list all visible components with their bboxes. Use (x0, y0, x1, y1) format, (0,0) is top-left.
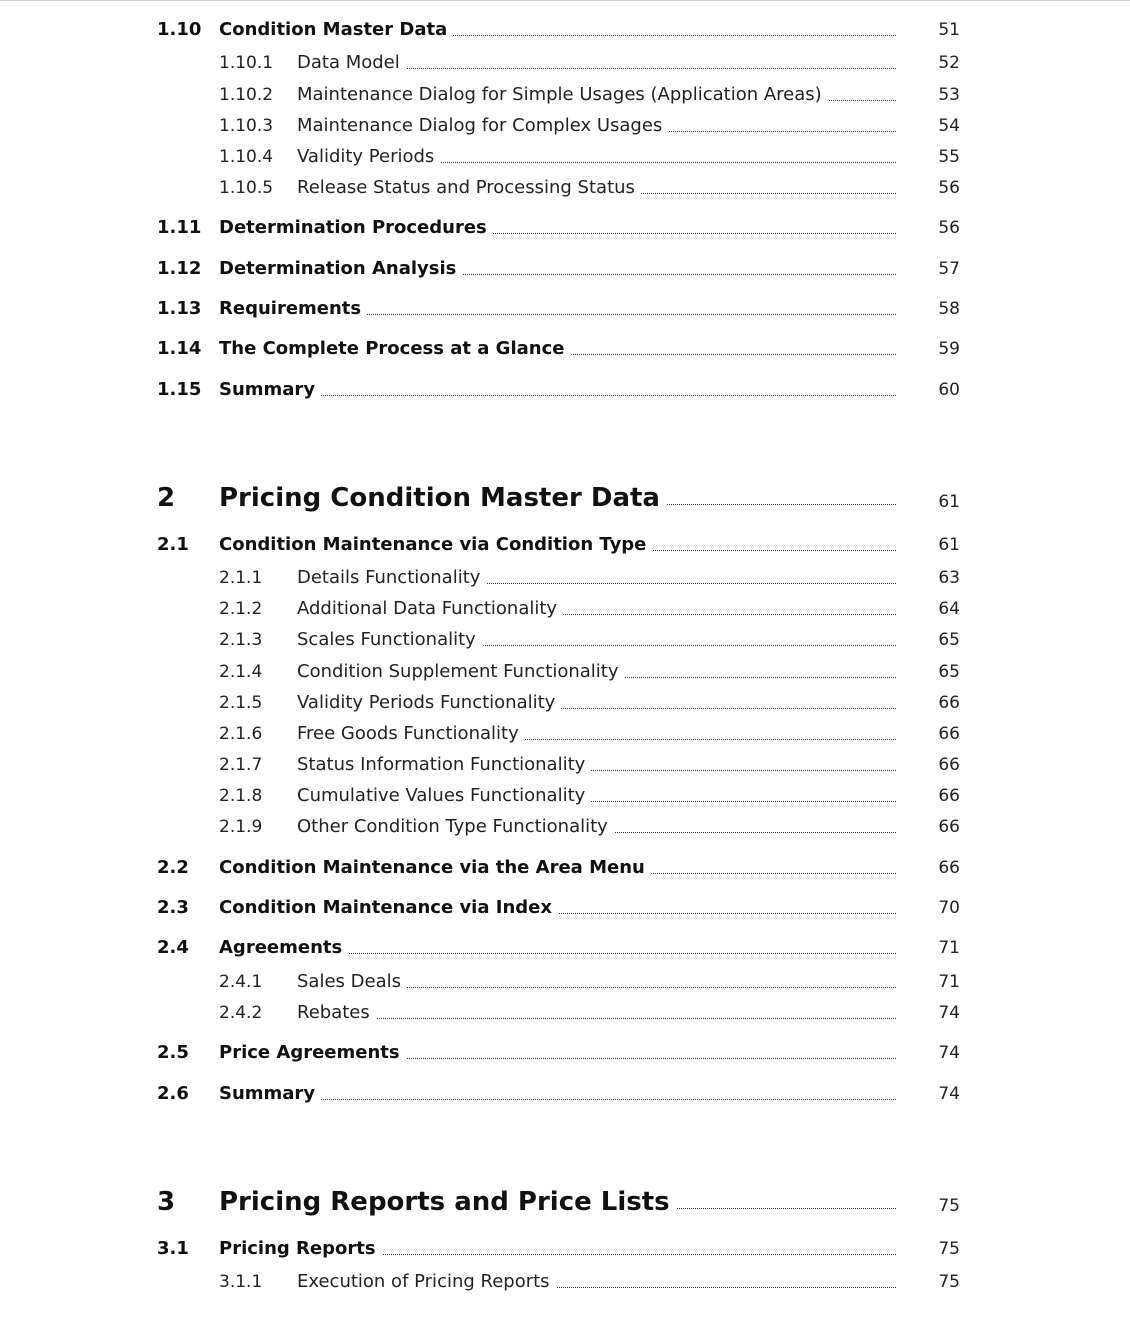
section-number: 2.1.8 (219, 786, 263, 806)
section-number: 2.1.6 (219, 724, 263, 744)
toc-entry[interactable] (0, 968, 1130, 996)
section-number: 2.1.9 (219, 817, 263, 837)
page-number: 56 (938, 178, 960, 198)
section-title: Additional Data Functionality (297, 595, 563, 623)
section-number: 2 (157, 483, 176, 513)
toc-entry[interactable] (0, 255, 1130, 283)
section-title: Sales Deals (297, 968, 407, 996)
section-number: 2.1.3 (219, 630, 263, 650)
section-number: 1.10.2 (219, 85, 274, 105)
section-number: 2.1.4 (219, 662, 263, 682)
section-number: 1.14 (157, 338, 202, 359)
section-title: Pricing Reports and Price Lists (219, 1182, 676, 1222)
section-title: Condition Master Data (219, 16, 453, 44)
dot-leader (300, 395, 896, 396)
page-number: 66 (938, 724, 960, 744)
section-number: 1.15 (157, 379, 202, 400)
section-number: 1.10.1 (219, 53, 274, 73)
page-number: 56 (938, 218, 960, 238)
page-number: 60 (938, 380, 960, 400)
toc-entry[interactable] (0, 751, 1130, 779)
page-number: 64 (938, 599, 960, 619)
section-title: Price Agreements (219, 1039, 406, 1067)
section-title: Summary (219, 376, 321, 404)
section-title: Cumulative Values Functionality (297, 782, 591, 810)
dot-leader (300, 953, 896, 954)
section-number: 1.10.5 (219, 178, 274, 198)
section-number: 1.12 (157, 258, 202, 279)
section-title: Data Model (297, 49, 406, 77)
section-number: 1.10 (157, 19, 202, 40)
page-number: 57 (938, 259, 960, 279)
toc-entry[interactable] (0, 335, 1130, 363)
dot-leader (300, 1099, 896, 1100)
page-number: 66 (938, 817, 960, 837)
toc-entry[interactable] (0, 49, 1130, 77)
section-number: 2.1.7 (219, 755, 263, 775)
page-number: 75 (938, 1196, 960, 1216)
section-title: Condition Maintenance via Condition Type (219, 531, 652, 559)
section-title: Release Status and Processing Status (297, 174, 641, 202)
dot-leader (300, 314, 896, 315)
section-title: Determination Procedures (219, 214, 493, 242)
top-border (0, 0, 1130, 1)
toc-entry[interactable] (0, 564, 1130, 592)
section-number: 2.5 (157, 1042, 189, 1063)
section-number: 3 (157, 1187, 176, 1217)
page-number: 70 (938, 898, 960, 918)
section-title: The Complete Process at a Glance (219, 335, 570, 363)
page-number: 51 (938, 20, 960, 40)
toc-entry[interactable] (0, 595, 1130, 623)
section-title: Pricing Reports (219, 1235, 382, 1263)
section-number: 2.3 (157, 897, 189, 918)
toc-entry[interactable] (0, 720, 1130, 748)
section-title: Maintenance Dialog for Simple Usages (Application Areas) (297, 81, 828, 109)
toc-entry[interactable] (0, 478, 1130, 518)
section-title: Summary (219, 1080, 321, 1108)
toc-entry[interactable] (0, 1268, 1130, 1296)
page-number: 75 (938, 1239, 960, 1259)
section-title: Maintenance Dialog for Complex Usages (297, 112, 668, 140)
section-number: 2.1.2 (219, 599, 263, 619)
dot-leader (300, 1254, 896, 1255)
section-number: 1.11 (157, 217, 202, 238)
page-number: 65 (938, 662, 960, 682)
toc-entry[interactable] (0, 689, 1130, 717)
section-title: Validity Periods (297, 143, 440, 171)
section-number: 1.13 (157, 298, 202, 319)
section-number: 2.6 (157, 1083, 189, 1104)
toc-entry[interactable] (0, 214, 1130, 242)
toc-entry[interactable] (0, 174, 1130, 202)
toc-entry[interactable] (0, 934, 1130, 962)
page-number: 53 (938, 85, 960, 105)
dot-leader (300, 1018, 896, 1019)
page-number: 74 (938, 1043, 960, 1063)
page-number: 71 (938, 972, 960, 992)
section-number: 2.1.1 (219, 568, 263, 588)
page-number: 52 (938, 53, 960, 73)
section-title: Other Condition Type Functionality (297, 813, 614, 841)
page-number: 65 (938, 630, 960, 650)
section-title: Free Goods Functionality (297, 720, 525, 748)
section-number: 3.1 (157, 1238, 189, 1259)
toc-entry[interactable] (0, 813, 1130, 841)
toc-entry[interactable] (0, 894, 1130, 922)
page-number: 66 (938, 693, 960, 713)
toc-entry[interactable] (0, 1182, 1130, 1222)
section-number: 1.10.3 (219, 116, 274, 136)
section-title: Condition Maintenance via Index (219, 894, 558, 922)
section-number: 2.2 (157, 857, 189, 878)
section-title: Rebates (297, 999, 376, 1027)
section-title: Status Information Functionality (297, 751, 591, 779)
section-title: Details Functionality (297, 564, 486, 592)
page-number: 74 (938, 1003, 960, 1023)
section-title: Determination Analysis (219, 255, 462, 283)
section-title: Agreements (219, 934, 348, 962)
toc-entry[interactable] (0, 295, 1130, 323)
page-number: 58 (938, 299, 960, 319)
page-number: 54 (938, 116, 960, 136)
section-number: 3.1.1 (219, 1272, 263, 1292)
page-number: 75 (938, 1272, 960, 1292)
page-number: 66 (938, 755, 960, 775)
section-title: Validity Periods Functionality (297, 689, 561, 717)
section-number: 2.4 (157, 937, 189, 958)
toc-entry[interactable] (0, 999, 1130, 1027)
toc-entry[interactable] (0, 112, 1130, 140)
section-title: Scales Functionality (297, 626, 482, 654)
toc-entry[interactable] (0, 1235, 1130, 1263)
section-number: 2.1 (157, 534, 189, 555)
section-number: 2.1.5 (219, 693, 263, 713)
toc-entry[interactable] (0, 1039, 1130, 1067)
section-title: Requirements (219, 295, 367, 323)
section-title: Execution of Pricing Reports (297, 1268, 556, 1296)
toc-entry[interactable] (0, 376, 1130, 404)
toc-entry[interactable] (0, 658, 1130, 686)
toc-entry[interactable] (0, 16, 1130, 44)
toc-entry[interactable] (0, 626, 1130, 654)
toc-entry[interactable] (0, 81, 1130, 109)
toc-entry[interactable] (0, 854, 1130, 882)
section-number: 2.4.1 (219, 972, 263, 992)
page-number: 71 (938, 938, 960, 958)
section-title: Pricing Condition Master Data (219, 478, 666, 518)
page-number: 66 (938, 858, 960, 878)
page-number: 74 (938, 1084, 960, 1104)
toc-entry[interactable] (0, 1080, 1130, 1108)
section-number: 2.4.2 (219, 1003, 263, 1023)
toc-entry[interactable] (0, 531, 1130, 559)
section-title: Condition Supplement Functionality (297, 658, 624, 686)
section-number: 1.10.4 (219, 147, 274, 167)
page-number: 55 (938, 147, 960, 167)
section-title: Condition Maintenance via the Area Menu (219, 854, 651, 882)
page-number: 61 (938, 492, 960, 512)
page-number: 63 (938, 568, 960, 588)
toc-entry[interactable] (0, 143, 1130, 171)
page-number: 61 (938, 535, 960, 555)
toc-entry[interactable] (0, 782, 1130, 810)
page-number: 59 (938, 339, 960, 359)
page-number: 66 (938, 786, 960, 806)
